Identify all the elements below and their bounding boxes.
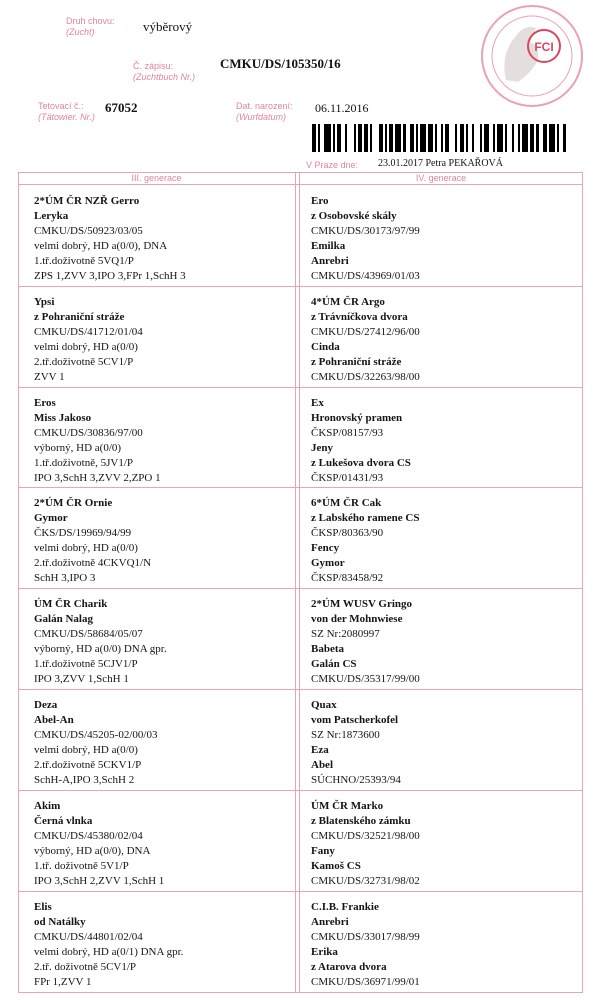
issued-value: 23.01.2017 Petra PEKAŘOVÁ xyxy=(378,158,503,169)
pedigree-line: ČKS/DS/19969/94/99 xyxy=(34,527,132,539)
pedigree-line: 2.tř.doživotně 5CV1/P xyxy=(34,356,134,368)
tattoo-label-de: (Tätowier. Nr.) xyxy=(38,112,95,122)
pedigree-line: Anrebri xyxy=(311,916,349,928)
pedigree-line: Abel xyxy=(311,759,333,771)
pedigree-cell-left xyxy=(34,396,161,486)
pedigree-line: CMKU/DS/41712/01/04 xyxy=(34,326,143,338)
pedigree-line: Quax xyxy=(311,699,337,711)
pedigree-line: Kamoš CS xyxy=(311,860,361,872)
pedigree-line: Gymor xyxy=(34,512,68,524)
breed-label-cz: Druh chovu: xyxy=(66,16,115,26)
pedigree-line: Akim xyxy=(34,800,61,812)
pedigree-line: Fency xyxy=(311,542,340,554)
pedigree-line: ČKSP/83458/92 xyxy=(311,572,384,584)
pedigree-line: CMKU/DS/30836/97/00 xyxy=(34,427,143,439)
pedigree-line: Ero xyxy=(311,195,329,207)
pedigree-line: CMKU/DS/43969/01/03 xyxy=(311,270,420,282)
pedigree-line: 6*ÚM ČR Cak xyxy=(311,497,382,509)
breed-label-de: (Zucht) xyxy=(66,27,95,37)
pedigree-line: 2*ÚM ČR NZŘ Gerro xyxy=(34,195,140,207)
pedigree-line: ČKSP/08157/93 xyxy=(311,427,384,439)
pedigree-line: Fany xyxy=(311,845,335,857)
pedigree-cell-left xyxy=(34,496,151,586)
pedigree-line: 1.tř.doživotně 5CJV1/P xyxy=(34,658,138,670)
pedigree-line: Galán Nalag xyxy=(34,613,93,625)
gen3-header: III. generace xyxy=(131,173,182,183)
pedigree-line: ÚM ČR Charik xyxy=(34,598,108,610)
birth-date: 06.11.2016 xyxy=(315,101,369,115)
pedigree-line: Emilka xyxy=(311,240,346,252)
fci-stamp xyxy=(478,2,586,110)
pedigree-line: ČKSP/80363/90 xyxy=(311,527,384,539)
pedigree-line: z Lukešova dvora CS xyxy=(311,457,411,469)
stamp-text: FCI xyxy=(534,40,554,54)
pedigree-line: Elis xyxy=(34,901,52,913)
pedigree-cell-left xyxy=(34,295,143,385)
pedigree-line: 4*ÚM ČR Argo xyxy=(311,296,385,308)
pedigree-line: velmi dobrý, HD a(0/0) xyxy=(34,542,138,554)
pedigree-line: 1.tř.doživotně 5VQ1/P xyxy=(34,255,134,267)
birth-label xyxy=(236,101,293,123)
pedigree-line: IPO 3,SchH 2,ZVV 1,SchH 1 xyxy=(34,875,165,887)
birth-label-cz: Dat. narození: xyxy=(236,101,293,111)
pedigree-line: CMKU/DS/58684/05/07 xyxy=(34,628,143,640)
pedigree-line: výborný, HD a(0/0), DNA xyxy=(34,845,151,857)
pedigree-line: CMKU/DS/30173/97/99 xyxy=(311,225,420,237)
pedigree-line: z Atarova dvora xyxy=(311,961,387,973)
pedigree-line: Cinda xyxy=(311,341,340,353)
pedigree-line: Deza xyxy=(34,699,58,711)
pedigree-line: z Blatenského zámku xyxy=(311,815,411,827)
pedigree-line: CMKU/DS/33017/98/99 xyxy=(311,931,420,943)
pedigree-line: Jeny xyxy=(311,442,333,454)
pedigree-line: 2.tř. doživotně 5CV1/P xyxy=(34,961,137,973)
pedigree-line: CMKU/DS/44801/02/04 xyxy=(34,931,143,943)
pedigree-line: vom Patscherkofel xyxy=(311,714,399,726)
pedigree-line: z Pohraniční stráže xyxy=(311,356,402,368)
pedigree-line: z Osobovské skály xyxy=(311,210,397,222)
pedigree-line: velmi dobrý, HD a(0/0) xyxy=(34,341,138,353)
pedigree-cell-left xyxy=(34,194,186,284)
pedigree-line: CMKU/DS/36971/99/01 xyxy=(311,976,420,988)
pedigree-line: ČKSP/01431/93 xyxy=(311,472,384,484)
studbook-label-de: (Zuchtbuch Nr.) xyxy=(133,72,196,82)
pedigree-line: SchH-A,IPO 3,SchH 2 xyxy=(34,774,135,786)
pedigree-line: 2*ÚM ČR Ornie xyxy=(34,497,113,509)
pedigree-line: FPr 1,ZVV 1 xyxy=(34,976,92,988)
pedigree-line: z Trávníčkova dvora xyxy=(311,311,408,323)
pedigree-line: Ypsi xyxy=(34,296,55,308)
pedigree-cell-right xyxy=(311,496,419,586)
studbook-label xyxy=(133,61,195,83)
pedigree-line: Gymor xyxy=(311,557,345,569)
birth-label-de: (Wurfdatum) xyxy=(236,112,287,122)
pedigree-line: Anrebri xyxy=(311,255,349,267)
pedigree-line: Černá vlnka xyxy=(34,815,93,827)
pedigree-line: Eros xyxy=(34,397,56,409)
tattoo-label xyxy=(38,101,95,123)
pedigree-line: IPO 3,ZVV 1,SchH 1 xyxy=(34,673,129,685)
pedigree-line: CMKU/DS/32263/98/00 xyxy=(311,371,420,383)
pedigree-cell-left xyxy=(34,597,167,687)
pedigree-line: 1.tř.doživotně, 5JV1/P xyxy=(34,457,133,469)
pedigree-line: 2*ÚM WUSV Gringo xyxy=(311,598,413,610)
pedigree-line: CMKU/DS/32731/98/02 xyxy=(311,875,420,887)
pedigree-line: Erika xyxy=(311,946,338,958)
pedigree-cell-right xyxy=(311,799,420,889)
pedigree-line: von der Mohnwiese xyxy=(311,613,403,625)
pedigree-cell-right xyxy=(311,698,401,788)
pedigree-line: SchH 3,IPO 3 xyxy=(34,572,96,584)
pedigree-line: velmi dobrý, HD a(0/1) DNA gpr. xyxy=(34,946,184,958)
pedigree-cell-right xyxy=(311,900,420,990)
pedigree-cell-right xyxy=(311,295,420,385)
pedigree-line: CMKU/DS/27412/96/00 xyxy=(311,326,420,338)
pedigree-line: velmi dobrý, HD a(0/0) xyxy=(34,744,138,756)
pedigree-line: SÚCHNO/25393/94 xyxy=(311,774,401,786)
pedigree-line: SZ Nr:1873600 xyxy=(311,729,380,741)
pedigree-line: Miss Jakoso xyxy=(34,412,92,424)
pedigree-cell-right xyxy=(311,396,411,486)
pedigree-line: Babeta xyxy=(311,643,344,655)
studbook-label-cz: Č. zápisu: xyxy=(133,61,174,71)
pedigree-line: Eza xyxy=(311,744,329,756)
pedigree-line: výborný, HD a(0/0) DNA gpr. xyxy=(34,643,167,655)
pedigree-line: Hronovský pramen xyxy=(311,412,403,424)
barcode xyxy=(312,124,568,152)
pedigree-line: z Pohraniční stráže xyxy=(34,311,125,323)
pedigree-line: CMKU/DS/50923/03/05 xyxy=(34,225,143,237)
breed-value: výběrový xyxy=(143,19,193,34)
pedigree-line: 2.tř.doživotně 4CKVQ1/N xyxy=(34,557,152,569)
pedigree-cell-right xyxy=(311,194,420,284)
pedigree-cell-left xyxy=(34,698,157,788)
pedigree-cell-left xyxy=(34,900,183,990)
pedigree-line: SZ Nr:2080997 xyxy=(311,628,380,640)
pedigree-line: CMKU/DS/35317/99/00 xyxy=(311,673,420,685)
breed-label xyxy=(66,16,115,38)
pedigree-line: z Labského ramene CS xyxy=(311,512,420,524)
pedigree-line: ZVV 1 xyxy=(34,371,65,383)
pedigree-line: Galán CS xyxy=(311,658,357,670)
pedigree-table xyxy=(18,172,583,993)
pedigree-line: CMKU/DS/45205-02/00/03 xyxy=(34,729,158,741)
pedigree-line: velmi dobrý, HD a(0/0), DNA xyxy=(34,240,168,252)
gen4-header: IV. generace xyxy=(415,173,467,183)
pedigree-line: Abel-An xyxy=(34,714,74,726)
pedigree-cell-left xyxy=(34,799,164,889)
tattoo-label-cz: Tetovací č.: xyxy=(38,101,84,111)
pedigree-line: ÚM ČR Marko xyxy=(311,800,384,812)
pedigree-cell-right xyxy=(311,597,420,687)
pedigree-line: IPO 3,SchH 3,ZVV 2,ZPO 1 xyxy=(34,472,161,484)
studbook-number: CMKU/DS/105350/16 xyxy=(220,56,341,71)
issued-label: V Praze dne: xyxy=(306,160,359,170)
pedigree-line: 1.tř. doživotně 5V1/P xyxy=(34,860,129,872)
pedigree-line: CMKU/DS/45380/02/04 xyxy=(34,830,143,842)
tattoo-number: 67052 xyxy=(105,100,138,115)
pedigree-line: výborný, HD a(0/0) xyxy=(34,442,122,454)
pedigree-line: Ex xyxy=(311,397,324,409)
pedigree-line: od Natálky xyxy=(34,916,86,928)
pedigree-line: CMKU/DS/32521/98/00 xyxy=(311,830,420,842)
pedigree-line: Leryka xyxy=(34,210,69,222)
pedigree-line: ZPS 1,ZVV 3,IPO 3,FPr 1,SchH 3 xyxy=(34,270,186,282)
pedigree-line: C.I.B. Frankie xyxy=(311,901,379,913)
pedigree-line: 2.tř.doživotně 5CKV1/P xyxy=(34,759,142,771)
